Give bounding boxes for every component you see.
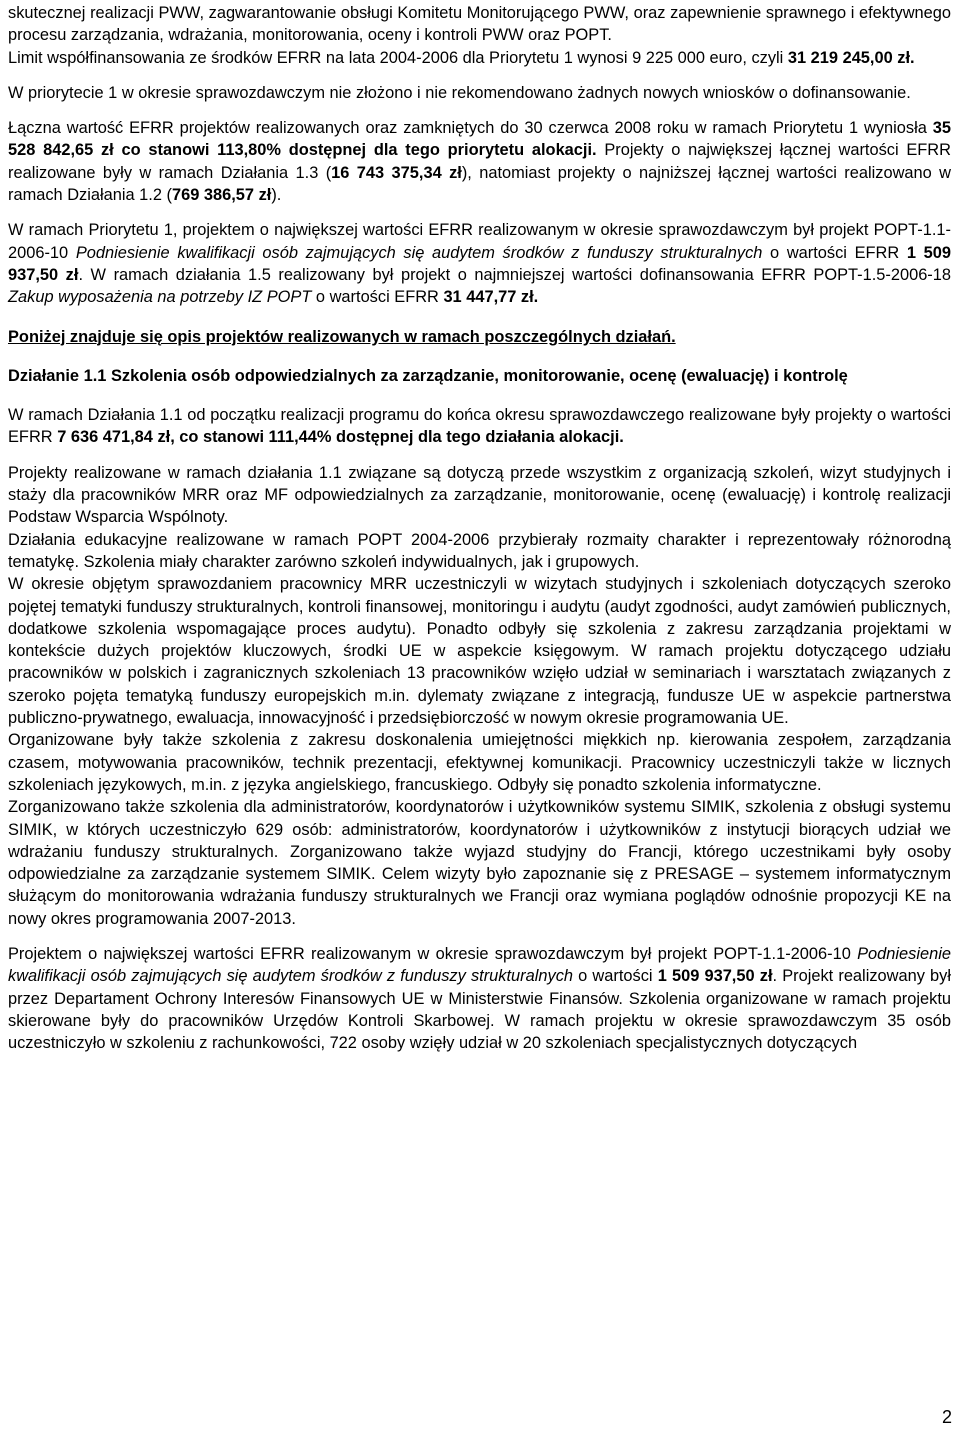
section-heading bbox=[8, 326, 951, 348]
text-segment-italic: Zakup wyposażenia na potrzeby IZ POPT bbox=[8, 288, 312, 307]
text-segment: o wartości bbox=[573, 967, 658, 986]
text-segment: o wartości EFRR bbox=[762, 243, 907, 262]
text-segment: Zorganizowano także szkolenia dla administratorów, koordynatorów i użytkowników systemu SIMIK, szkolenia z obsługi systemu SIMIK, w których uczestniczyło 629 osób: administratorów, koordynatorów i użytkowników z instytucji biorących udział we wdrażaniu funduszy strukturalnych. Zorganizowano także wyjazd studyjny do Francji, którego uczestnikami były osoby odpowiedzialne za zarządzanie systemem SIMIK. Celem wizyty było zapoznanie się z PRESAGE – systemem informatycznym służącym do monitorowania wdrażania funduszy strukturalnych we Francji oraz wymiana poglądów odnośnie propozycji KE na nowy okres programowania 2007-2013. bbox=[8, 798, 951, 928]
text-segment-bold: 35 528 842,65 zł co stanowi 113,80% dostępnej dla tego priorytetu alokacji. bbox=[8, 119, 951, 160]
text-segment: Łączna wartość EFRR projektów realizowanych oraz zamkniętych do 30 czerwca 2008 roku w ramach Priorytetu 1 wyniosła bbox=[8, 119, 933, 138]
paragraph-simik bbox=[8, 796, 951, 930]
text-segment: W ramach Działania 1.1 od początku realizacji programu do końca okresu sprawozdawczego realizowane były projekty o wartości EFRR bbox=[8, 406, 951, 447]
text-segment-bold: 16 743 375,34 zł bbox=[331, 163, 462, 182]
paragraph-intro bbox=[8, 2, 951, 47]
text-segment-bold: Działanie 1.1 Szkolenia osób odpowiedzialnych za zarządzanie, monitorowanie, ocenę (ewaluację) i kontrolę bbox=[8, 366, 848, 385]
paragraph-action-value bbox=[8, 404, 951, 449]
text-segment: Limit współfinansowania ze środków EFRR na lata 2004-2006 dla Priorytetu 1 wynosi 9 225 000 euro, czyli bbox=[8, 48, 788, 67]
text-segment-bold: 1 509 937,50 zł bbox=[8, 243, 951, 284]
text-segment: Projekty realizowane w ramach działania 1.1 związane są dotyczą przede wszystkim z organizacją szkoleń, wizyt studyjnych i staży dla pracowników MRR oraz MF odpowiedzialnych za zarządzanie, monitorowanie, ocenę (ewaluację) i kontrolę realizacji Podstaw Wsparcia Wspólnoty. bbox=[8, 463, 951, 527]
text-segment-bold: 1 509 937,50 zł bbox=[657, 967, 773, 986]
text-segment: ). bbox=[271, 186, 282, 205]
paragraph-education bbox=[8, 529, 951, 574]
text-segment: . W ramach działania 1.5 realizowany był projekt o najmniejszej wartości dofinansowania EFRR POPT-1.5-2006-18 bbox=[78, 265, 952, 284]
paragraph-largest-project bbox=[8, 219, 951, 308]
text-segment: W ramach Priorytetu 1, projektem o największej wartości EFRR realizowanym w okresie sprawozdawczym był projekt POPT-1.1-2006-10 bbox=[8, 221, 951, 262]
text-segment-italic: Podniesienie kwalifikacji osób zajmujących się audytem środków z funduszy strukturalnych bbox=[75, 243, 763, 262]
text-segment: W okresie objętym sprawozdaniem pracownicy MRR uczestniczyli w wizytach studyjnych i szkoleniach dotyczących szeroko pojętej tematyki funduszy strukturalnych, kontroli finansowej, monitoringu i audytu (audyt zgodności, audyt zamówień publicznych, dodatkowe szkolenia wspomagające proces audytu). Ponadto odbyły się szkolenia z zakresu zarządzania projektami w kontekście dużych projektów kluczowych, środki UE w aspekcie księgowym. W ramach projektu dotyczącego udziału pracowników w polskich i zagranicznych szkoleniach 13 pracowników wzięło udział w seminariach i warsztatach związanych z szeroko pojęta tematyką funduszy europejskich m.in. dylematy związane z integracją, fundusze UE w aspekcie partnerstwa publiczno-prywatnego, ewaluacja, innowacyjność i przedsiębiorczość w nowym okresie programowania UE. bbox=[8, 575, 951, 728]
text-segment-bold: Poniżej znajduje się opis projektów realizowanych w ramach poszczególnych działań. bbox=[8, 327, 676, 346]
action-heading bbox=[8, 365, 951, 387]
paragraph-largest-project-detail bbox=[8, 943, 951, 1054]
text-segment: Organizowane były także szkolenia z zakresu doskonalenia umiejętności miękkich np. kierowania zespołem, zarządzania czasem, motywowania pracowników, technik prezentacji, efektywnej komunikacji. Pracownicy uczestniczyli także w licznych szkoleniach językowych, m.in. z języka angielskiego, francuskiego. Odbyły się ponadto szkolenia informatyczne. bbox=[8, 731, 951, 794]
text-segment-bold: 7 636 471,84 zł, co stanowi 111,44% dostępnej dla tego działania alokacji. bbox=[57, 428, 624, 447]
text-segment: . Projekt realizowany był przez Departament Ochrony Interesów Finansowych UE w Ministerstwie Finansów. Szkolenia organizowane w ramach projektu skierowane były do pracowników Urzędów Kontroli Skarbowej. W ramach projektu w okresie sprawozdawczym 35 osób uczestniczyło w szkoleniu z rachunkowości, 722 osoby wzięły udział w 20 szkoleniach specjalistycznych dotyczących bbox=[8, 967, 952, 1053]
paragraph-mrr-staff bbox=[8, 573, 951, 729]
text-segment: Projekty o największej łącznej wartości EFRR realizowane były w ramach Działania 1.3 ( bbox=[8, 141, 951, 182]
text-segment: W priorytecie 1 w okresie sprawozdawczym nie złożono i nie rekomendowano żadnych nowych wniosków o dofinansowanie. bbox=[8, 83, 911, 102]
paragraph-limit bbox=[8, 47, 951, 69]
text-segment-bold: 31 447,77 zł. bbox=[443, 288, 539, 307]
text-segment-bold: 31 219 245,00 zł. bbox=[787, 48, 915, 67]
paragraph-soft-skills bbox=[8, 729, 951, 796]
text-segment: Działania edukacyjne realizowane w ramach POPT 2004-2006 przybierały rozmaity charakter i reprezentowały różnorodną tematykę. Szkolenia miały charakter zarówno szkoleń indywidualnych, jak i grupowych. bbox=[8, 530, 951, 571]
text-segment: ), natomiast projekty o najniższej łącznej wartości realizowano w ramach Działania 1.2 ( bbox=[8, 163, 952, 205]
text-segment: Projektem o największej wartości EFRR realizowanym w okresie sprawozdawczym był projekt POPT-1.1-2006-10 bbox=[8, 944, 858, 963]
text-segment: o wartości EFRR bbox=[311, 288, 444, 307]
paragraph-no-applications bbox=[8, 82, 951, 104]
text-segment-bold: 769 386,57 zł bbox=[171, 186, 272, 205]
paragraph-action-projects bbox=[8, 462, 951, 529]
document-body bbox=[8, 2, 951, 1054]
text-segment: skutecznej realizacji PWW, zagwarantowanie obsługi Komitetu Monitorującego PWW, oraz zapewnienie sprawnego i efektywnego procesu zarządzania, wdrażania, monitorowania, oceny i kontroli PWW oraz POPT. bbox=[8, 4, 951, 45]
page-number: 2 bbox=[941, 1407, 952, 1427]
text-segment-italic: Podniesienie kwalifikacji osób zajmujących się audytem środków z funduszy strukturalnych bbox=[8, 944, 951, 986]
paragraph-total-value bbox=[8, 117, 951, 206]
